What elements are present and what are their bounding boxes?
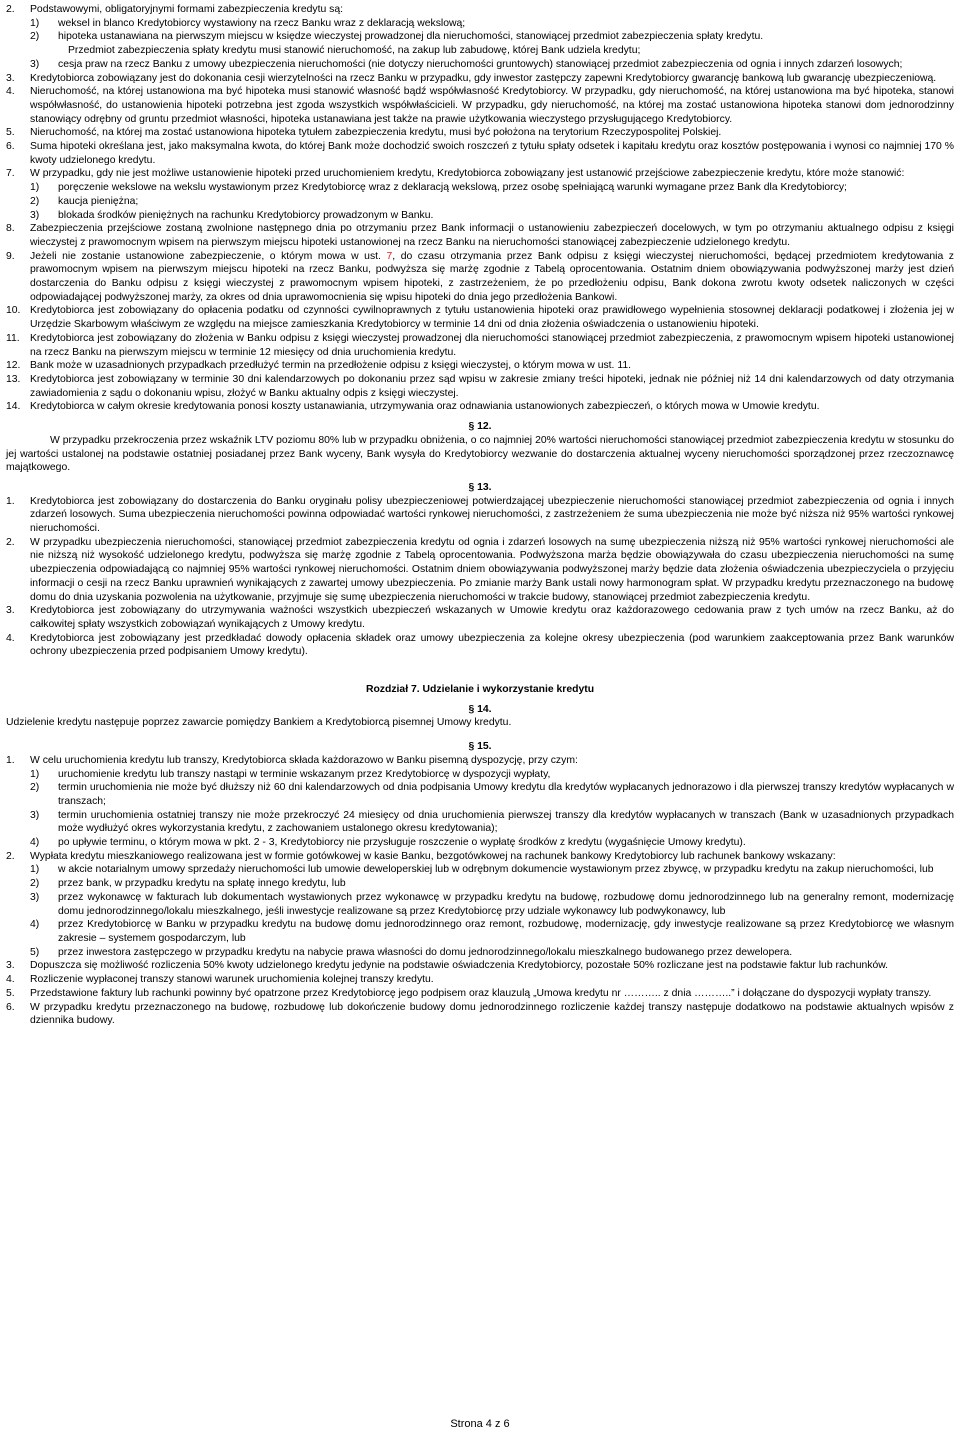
- list-item: [6, 167, 954, 181]
- item-text: hipoteka ustanawiana na pierwszym miejscu w księdze wieczystej prowadzonej dla nieruchomości, stanowiącej przedmiot zabezpieczenia spłaty kredytu.: [58, 31, 764, 43]
- list-item: [6, 140, 954, 167]
- section-heading: § 15.: [468, 741, 492, 753]
- item-number: 3.: [6, 72, 15, 84]
- item-text: przez inwestora zastępczego w przypadku kredytu na nabycie prawa własności do domu jednorodzinnego/lokalu mieszkalnego budowanego przez dewelopera.: [58, 946, 793, 958]
- item-number: 2): [30, 195, 40, 207]
- list-item: [30, 181, 954, 195]
- list-item: [6, 250, 954, 305]
- item-number: 7.: [6, 168, 15, 180]
- item-number: 1.: [6, 754, 15, 766]
- item-text: Kredytobiorca jest zobowiązany do dostarczenia do Banku oryginału polisy ubezpieczeniowej potwierdzającej ubezpieczenie nieruchomości stanowiącej przedmiot zabezpieczenia od ognia i innych zdarzeń losowych. Suma ubezpieczenia nieruchomości powinna odpowiadać wartości rynkowej nieruchomości, z zastrzeżeniem że suma ubezpieczenia nie może być niższa niż 95% wartości rynkowej nieruchomości.: [30, 495, 954, 535]
- item-text: Kredytobiorca w całym okresie kredytowania ponosi koszty ustanawiania, utrzymywania oraz odnawiania ustanowionych zabezpieczeń, o których mowa w Umowie kredytu.: [30, 401, 820, 413]
- item-text: W przypadku kredytu przeznaczonego na budowę, rozbudowę lub dokończenie budowy domu jednorodzinnego rozliczenie każdej transzy następuje dodatkowo na podstawie aktualnych wpisów z dziennika budowy.: [30, 1001, 954, 1027]
- list-item: [6, 85, 954, 126]
- list-item: [6, 304, 954, 331]
- item-text: Dopuszcza się możliwość rozliczenia 50% kwoty udzielonego kredytu jedynie na podstawie oświadczenia Kredytobiorcy, pozostałe 50% rozliczane jest na podstawie faktur lub rachunków.: [30, 960, 889, 972]
- item-text: kaucja pieniężna;: [58, 195, 139, 207]
- item-text: Nieruchomość, na której ustanowiona ma być hipoteka musi stanowić własność bądź współwłasność Kredytobiorcy. W przypadku, gdy nieruchomość, na której ustanowiona ma być hipoteka, stanowi współwłasność, do ustanowienia hipoteki potrzebna jest zgoda wszystkich współwłaścicieli. W przypadku, gdy nieruchomość, na której ma zostać ustanowiona hipoteka stanowi dom jednorodzinny stanowiący odrębny od gruntu przedmiot własności, hipoteka ustanawiana jest także na prawie użytkowania wieczystego przysługującego Kredytobiorcy.: [30, 86, 954, 125]
- item-text: po upływie terminu, o którym mowa w pkt. 2 - 3, Kredytobiorcy nie przysługuje roszczenie o wypłatę środków z kredytu (wygaśnięcie Umowy kredytu).: [58, 837, 746, 849]
- item-number: 2): [30, 878, 40, 890]
- item-number: 1): [30, 17, 40, 29]
- section-heading: § 13.: [468, 481, 492, 493]
- item-number: 4): [30, 919, 40, 931]
- list-item: [6, 222, 954, 249]
- item-number: 2.: [6, 850, 15, 862]
- item-number: 14.: [6, 401, 21, 413]
- item-text: Wypłata kredytu mieszkaniowego realizowana jest w formie gotówkowej w kasie Banku, bezgotówkowej na rachunek bankowy Kredytobiorcy lub rachunek bankowy wskazany:: [30, 850, 836, 862]
- item-number: 1): [30, 182, 40, 194]
- item-number: 2): [30, 31, 40, 43]
- list-item: [6, 973, 954, 987]
- list-item: [6, 536, 954, 605]
- item-text: Kredytobiorca jest zobowiązany do utrzymywania ważności wszystkich ubezpieczeń wskazanych w Umowie kredytu oraz każdorazowego cedowania praw z tych umów na rzecz Banku, aż do całkowitej spłaty wszystkich zobowiązań wynikających z Umowy kredytu.: [30, 605, 954, 630]
- item-text: Nieruchomość, na której ma zostać ustanowiona hipoteka tytułem zabezpieczenia kredytu, musi być położona na terytorium Rzeczypospolitej Polskiej.: [30, 127, 722, 139]
- list-item: [30, 195, 954, 209]
- item-text: Kredytobiorca jest zobowiązany jest przedkładać dowody opłacenia składek oraz umowy ubezpieczenia za kolejne okresy ubezpieczenia (pod warunkiem zaakceptowania przez Bank warunków ochrony ubezpieczenia przed podpisaniem Umowy kredytu).: [30, 632, 954, 658]
- item-number: 6.: [6, 1001, 15, 1013]
- list-item: [6, 754, 954, 768]
- item-text: cesja praw na rzecz Banku z umowy ubezpieczenia nieruchomości (nie dotyczy nieruchomości gruntowych) stanowiącej przedmiot zabezpieczenia od ognia i innych zdarzeń losowych;: [58, 58, 903, 70]
- list-item: [6, 359, 954, 373]
- item-number: 1.: [6, 495, 15, 507]
- item-text: Kredytobiorca zobowiązany jest do dokonania cesji wierzytelności na rzecz Banku w przypadku, gdy inwestor zastępczy zapewni Kredytobiorcy gwarancję bankową lub gwarancję ubezpieczeniową.: [30, 72, 937, 84]
- list-item: [30, 30, 954, 44]
- item-number: 3.: [6, 605, 15, 617]
- item-text: weksel in blanco Kredytobiorcy wystawiony na rzecz Banku wraz z deklaracją wekslową;: [58, 17, 466, 29]
- list-item: [6, 72, 954, 86]
- list-item: [30, 809, 954, 836]
- list-item: [30, 209, 954, 223]
- list-item: [6, 604, 954, 631]
- item-text: Rozliczenie wypłaconej transzy stanowi warunek uruchomienia kolejnej transzy kredytu.: [30, 974, 434, 986]
- list-item: [30, 781, 954, 808]
- item-number: 4): [30, 837, 40, 849]
- paragraph: W przypadku przekroczenia przez wskaźnik LTV poziomu 80% lub w przypadku obniżenia, o co najmniej 20% wartości nieruchomości stanowiącej przedmiot zabezpieczenia kredytu w stosunku do jej wartości ustalonej na podstawie ostatniej posiadanej przez Bank wyceny, Bank wysyła do Kredytobiorcy wezwanie do dostarczenia aktualnej wyceny nieruchomości sporządzonej przez rzeczoznawcę majątkowego.: [6, 434, 954, 474]
- item-number: 3.: [6, 960, 15, 972]
- list-item: [6, 495, 954, 536]
- item-text: Suma hipoteki określana jest, jako maksymalna kwota, do której Bank może dochodzić swoich roszczeń z tytułu spłaty odsetek i kapitału kredytu oraz kosztów postępowania i wynosi co najmniej 170 % kwoty udzielonego kredytu.: [30, 141, 954, 166]
- list-item: [6, 332, 954, 359]
- item-number: 5.: [6, 987, 15, 999]
- item-number: 2.: [6, 536, 15, 548]
- list-item: [30, 863, 954, 877]
- item-text: przez Kredytobiorcę w Banku w przypadku kredytu na budowę domu jednorodzinnego oraz remont, rozbudowę, modernizację, gdy inwestycje realizowane są przez Kredytobiorcę we własnym zakresie – systemem gospodarczym, lub: [58, 919, 954, 944]
- item-text: Kredytobiorca jest zobowiązany do złożenia w Banku odpisu z księgi wieczystej prowadzonej dla nieruchomości stanowiącej przedmiot zabezpieczenia, z prawomocnym wpisem hipoteki ustanowionej na rzecz Banku na pierwszym miejscu w terminie 12 miesięcy od dnia uruchomienia kredytu.: [30, 332, 954, 358]
- item-number: 3): [30, 209, 40, 221]
- page-footer: Strona 4 z 6: [450, 1418, 510, 1430]
- list-item: [6, 1001, 954, 1028]
- item-number: 4.: [6, 86, 15, 98]
- list-item: [30, 946, 954, 960]
- item-number: 5.: [6, 127, 15, 139]
- list-item: [30, 58, 954, 72]
- item-number: 2): [30, 782, 40, 794]
- item-text: W przypadku, gdy nie jest możliwe ustanowienie hipoteki przed uruchomieniem kredytu, Kredytobiorca zobowiązany jest ustanowić przejściowe zabezpieczenie kredytu, które może stanowić:: [30, 168, 905, 180]
- item-text: poręczenie wekslowe na wekslu wystawionym przez Kredytobiorcę wraz z deklaracją wekslową, przez osobę spełniającą warunki wymagane przez Bank dla Kredytobiorcy;: [58, 182, 847, 194]
- item-number: 12.: [6, 360, 21, 372]
- list-item: [30, 891, 954, 918]
- section-heading: § 12.: [468, 421, 492, 433]
- item-text: przez wykonawcę w fakturach lub dokumentach wystawionych przez wykonawcę w przypadku kredytu na budowę, rozbudowę domu jednorodzinnego lub na generalny remont, modernizację domu jednorodzinnego/lokalu mieszkalnego, jeśli inwestycje realizowane są przez Kredytobiorcę przy udziale wykonawcy lub podwykonawcy, lub: [58, 891, 954, 917]
- item-text: Kredytobiorca jest zobowiązany do opłacenia podatku od czynności cywilnoprawnych z tytułu ustanowienia hipoteki oraz prawidłowego wypełnienia stosownej deklaracji podatkowej i złożenia jej w Urzędzie Skarbowym właściwym ze względu na miejsce zamieszkania Kredytobiorcy w terminie 14 dni od dnia złożenia oświadczenia o ustanowieniu hipoteki.: [30, 305, 954, 331]
- item-number: 4.: [6, 974, 15, 986]
- item-text: termin uruchomienia nie może być dłuższy niż 60 dni kalendarzowych od dnia podpisania Umowy kredytu dla kredytów wypłacanych jednorazowo i dla pierwszej transzy kredytów wypłacanych w transzach;: [58, 782, 954, 807]
- item-number: 1): [30, 864, 40, 876]
- item-number: 4.: [6, 632, 15, 644]
- list-item: [6, 632, 954, 659]
- item-text: w akcie notarialnym umowy sprzedaży nieruchomości lub umowie deweloperskiej lub w odrębnym dokumencie wystawionym przez zbywcę, w przypadku kredytu na zakup nieruchomości, lub: [58, 864, 934, 876]
- item-number: 5): [30, 946, 40, 958]
- item-text: uruchomienie kredytu lub transzy nastąpi w terminie wskazanym przez Kredytobiorcę w dyspozycji wypłaty,: [58, 768, 551, 780]
- item-text-part: , do czasu otrzymania przez Bank odpisu z księgi wieczystej nieruchomości, będącej przedmiotem kredytowania z prawomocnym wpisem na pierwszym miejscu hipoteki na rzecz Banku, podwyższa się marżę zgodnie z Tabelą oprocentowania. Ostatnim dniem obowiązywania podwyższonej marży jest dzień dostarczenia do Banku odpisu z księgi wieczystej z prawomocnym wpisem hipoteki, z zastrzeżeniem, że po przedłożeniu odpisu, Bank dokona zwrotu kwoty odsetek naliczonych w części odpowiadającej podwyższonej marży, za okres od dnia uprawomocnienia się wpisu hipoteki do dnia jego przedłożenia Bankowi.: [30, 250, 954, 303]
- item-text-part: Jeżeli nie zostanie ustanowione zabezpieczenie, o którym mowa w ust.: [30, 250, 387, 262]
- item-number: 3): [30, 891, 40, 903]
- item-text: Zabezpieczenia przejściowe zostaną zwolnione następnego dnia po otrzymaniu przez Bank informacji o ustanowieniu zabezpieczeń docelowych, w tym po otrzymaniu aktualnego odpisu z księgi wieczystej z prawomocnym wpisem na pierwszym miejscu hipoteki ustanowionej na rzecz Banku na nieruchomości stanowiącej zabezpieczenie udzielonego kredytu.: [30, 223, 954, 248]
- list-item: [30, 877, 954, 891]
- item-text: termin uruchomienia ostatniej transzy nie może przekroczyć 24 miesięcy od dnia uruchomienia pierwszej transzy dla kredytów wypłacanych w transzach (Bank w uzasadnionych przypadkach może wydłużyć okres wykorzystania kredytu, z zachowaniem ustalonego okresu kredytowania);: [58, 809, 954, 835]
- item-text: [30, 250, 954, 305]
- paragraph: Udzielenie kredytu następuje poprzez zawarcie pomiędzy Bankiem a Kredytobiorcą pisemnej Umowy kredytu.: [6, 717, 512, 729]
- item-number: 8.: [6, 223, 15, 235]
- list-item: [6, 850, 954, 864]
- cross-reference-link[interactable]: 7: [386, 250, 393, 262]
- item-number: 6.: [6, 141, 15, 153]
- item-number: 9.: [6, 250, 15, 262]
- item-text: Przedstawione faktury lub rachunki powinny być opatrzone przez Kredytobiorcę jego podpisem oraz klauzulą „Umowa kredytu nr ……….. z dnia ………..” i dołączane do dyspozycji wypłaty transzy.: [30, 987, 932, 999]
- item-number: 10.: [6, 305, 21, 317]
- item-text: W przypadku ubezpieczenia nieruchomości, stanowiącej przedmiot zabezpieczenia kredytu od ognia i zdarzeń losowych na sumę ubezpieczenia niższą niż 95% wartości rynkowej nieruchomości ale nie niższą niż wysokość udzielonego kredytu, podwyższa się marżę zgodnie z Tabelą oprocentowania. Podwyższona marża będzie obowiązywała do czasu ubezpieczenia nieruchomości na sumę ubezpieczenia odpowiadającą co najmniej 95% wartości rynkowej nieruchomości. Ostatnim dniem obowiązywania podwyższonej marży będzie data złożenia oświadczenia ubezpieczyciela o przyjęciu informacji o cesji na rzecz Banku uprawnień wynikających z zawartej umowy ubezpieczenia. Po zmianie marży Bank ustali nowy harmonogram spłat. W przypadku kredytu przeznaczonego na budowę domu do dnia uzyskania pozwolenia na użytkowanie, przyjmuje się sumę ubezpieczenia nieruchomości w trakcie budowy, stanowiącej przedmiot zabezpieczenia kredytu.: [30, 536, 954, 603]
- list-item: [6, 987, 954, 1001]
- list-item: [6, 373, 954, 400]
- paragraph: Przedmiot zabezpieczenia spłaty kredytu musi stanowić nieruchomość, na zakup lub zabudowę, której Bank udziela kredytu;: [68, 45, 641, 57]
- list-item: [6, 959, 954, 973]
- list-item: [6, 3, 954, 17]
- item-number: 11.: [6, 332, 20, 344]
- list-item: [6, 126, 954, 140]
- item-text: Bank może w uzasadnionych przypadkach przedłużyć termin na przedłożenie odpisu z księgi wieczystej, o którym mowa w ust. 11.: [30, 360, 632, 372]
- chapter-heading: Rozdział 7. Udzielanie i wykorzystanie kredytu: [365, 684, 595, 696]
- item-text: Podstawowymi, obligatoryjnymi formami zabezpieczenia kredytu są:: [30, 4, 344, 15]
- item-number: 3): [30, 58, 40, 70]
- item-number: 13.: [6, 373, 21, 385]
- section-heading: § 14.: [468, 703, 492, 715]
- item-text: Kredytobiorca jest zobowiązany w terminie 30 dni kalendarzowych po dokonaniu przez sąd wpisu w zakresie zmiany treści hipoteki, jednak nie później niż 14 dni kalendarzowych od daty otrzymania zawiadomienia z sądu o dokonaniu wpisu, złożyć w Banku aktualny odpis z księgi wieczystej.: [30, 373, 954, 399]
- list-item: [30, 836, 954, 850]
- item-number: 2.: [6, 4, 15, 15]
- item-text: blokada środków pieniężnych na rachunku Kredytobiorcy prowadzonym w Banku.: [58, 209, 434, 221]
- list-item: [30, 17, 954, 31]
- item-number: 3): [30, 809, 40, 821]
- list-item: [30, 918, 954, 945]
- list-item: [30, 768, 954, 782]
- item-number: 1): [30, 768, 40, 780]
- list-item: [6, 400, 954, 414]
- item-text: W celu uruchomienia kredytu lub transzy, Kredytobiorca składa każdorazowo w Banku pisemną dyspozycję, przy czym:: [30, 754, 578, 766]
- item-text: przez bank, w przypadku kredytu na spłatę innego kredytu, lub: [58, 878, 346, 890]
